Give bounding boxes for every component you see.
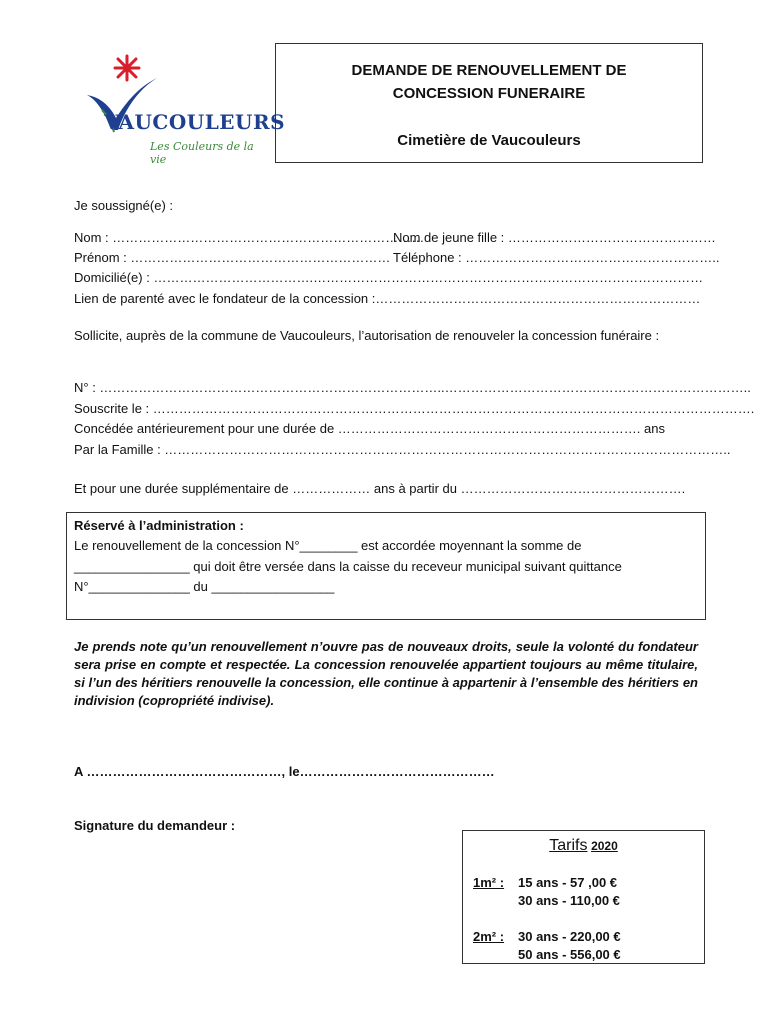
- title-line-1: DEMANDE DE RENOUVELLEMENT DE: [351, 62, 627, 79]
- domicile-field[interactable]: Domicilié(e) : ……………………………….………………………………………………………………………………: [74, 270, 704, 285]
- admin-line-1: Le renouvellement de la concession N°________ est accordée moyennant la somme de: [74, 538, 582, 553]
- prenom-field[interactable]: Prénom : ……………………………………………………: [74, 250, 391, 265]
- logo-tagline: Les Couleurs de la vie: [150, 140, 254, 166]
- nom-jeune-fille-field[interactable]: Nom de jeune fille : …………………………………………: [393, 230, 716, 245]
- logo-text: VAUCOULEURS: [104, 110, 286, 134]
- admin-line-3: N°______________ du _________________: [74, 579, 335, 594]
- title-line-2: CONCESSION FUNERAIRE: [392, 85, 586, 102]
- duree-field[interactable]: Et pour une durée supplémentaire de ……………… ans à partir du …………………………………………….: [74, 481, 686, 496]
- tarif-2m2-50ans: 50 ans - 556,00 €: [518, 947, 621, 962]
- vaucouleurs-logo: [82, 50, 286, 170]
- lien-parente-field[interactable]: Lien de parenté avec le fondateur de la concession :…………………………………………………………………: [74, 291, 701, 306]
- souscrite-field[interactable]: Souscrite le : ………………………………………………………………………………………………………………………….: [74, 401, 755, 416]
- admin-line-2: ________________ qui doit être versée dans la caisse du receveur municipal suivant quittance: [74, 559, 622, 574]
- nom-field[interactable]: Nom : ………………………………………………………………: [74, 230, 425, 245]
- admin-box: [66, 512, 706, 620]
- tarif-2m2-label: 2m² :: [473, 929, 505, 944]
- signature-label: Signature du demandeur :: [74, 818, 236, 833]
- intro-text: Je soussigné(e) :: [74, 198, 173, 213]
- title-box: [275, 43, 703, 163]
- sollicite-text: Sollicite, auprès de la commune de Vaucouleurs, l’autorisation de renouveler la concession funéraire :: [74, 328, 660, 343]
- tarif-2m2-30ans: 30 ans - 220,00 €: [518, 929, 621, 944]
- numero-field[interactable]: N° : ……………………………………………………………………..……………………………………………………………..: [74, 380, 751, 395]
- tarifs-title: Tarifs: [549, 837, 588, 854]
- tarif-1m2-15ans: 15 ans - 57 ,00 €: [518, 875, 618, 890]
- renewal-note: Je prends note qu’un renouvellement n’ouvre pas de nouveaux droits, seule la volonté du fondateur sera prise en compte et respectée. La concession renouvelée appartient toujours au même titulaire, si l’un des héritiers renouvelle la concession, elle continue à appartenir à l’ensemble des héritiers en indivision (copropriété indivise).: [74, 639, 698, 708]
- subtitle: Cimetière de Vaucouleurs: [397, 132, 581, 149]
- place-date-field[interactable]: A ………………………………………, le………………………………………: [74, 764, 495, 779]
- concedee-field[interactable]: Concédée antérieurement pour une durée de ……………………………………………………………. ans: [74, 421, 665, 436]
- tarifs-heading: [463, 837, 704, 855]
- famille-field[interactable]: Par la Famille : …………………………………………………………………………………………………………………..: [74, 442, 731, 457]
- telephone-field[interactable]: Téléphone : …………………………………………………..: [393, 250, 720, 265]
- tarif-1m2-30ans: 30 ans - 110,00 €: [518, 893, 620, 908]
- tarifs-year: 2020: [591, 839, 618, 853]
- tarifs-box: [462, 830, 705, 964]
- admin-heading: Réservé à l’administration :: [74, 518, 244, 533]
- tarif-1m2-label: 1m² :: [473, 875, 505, 890]
